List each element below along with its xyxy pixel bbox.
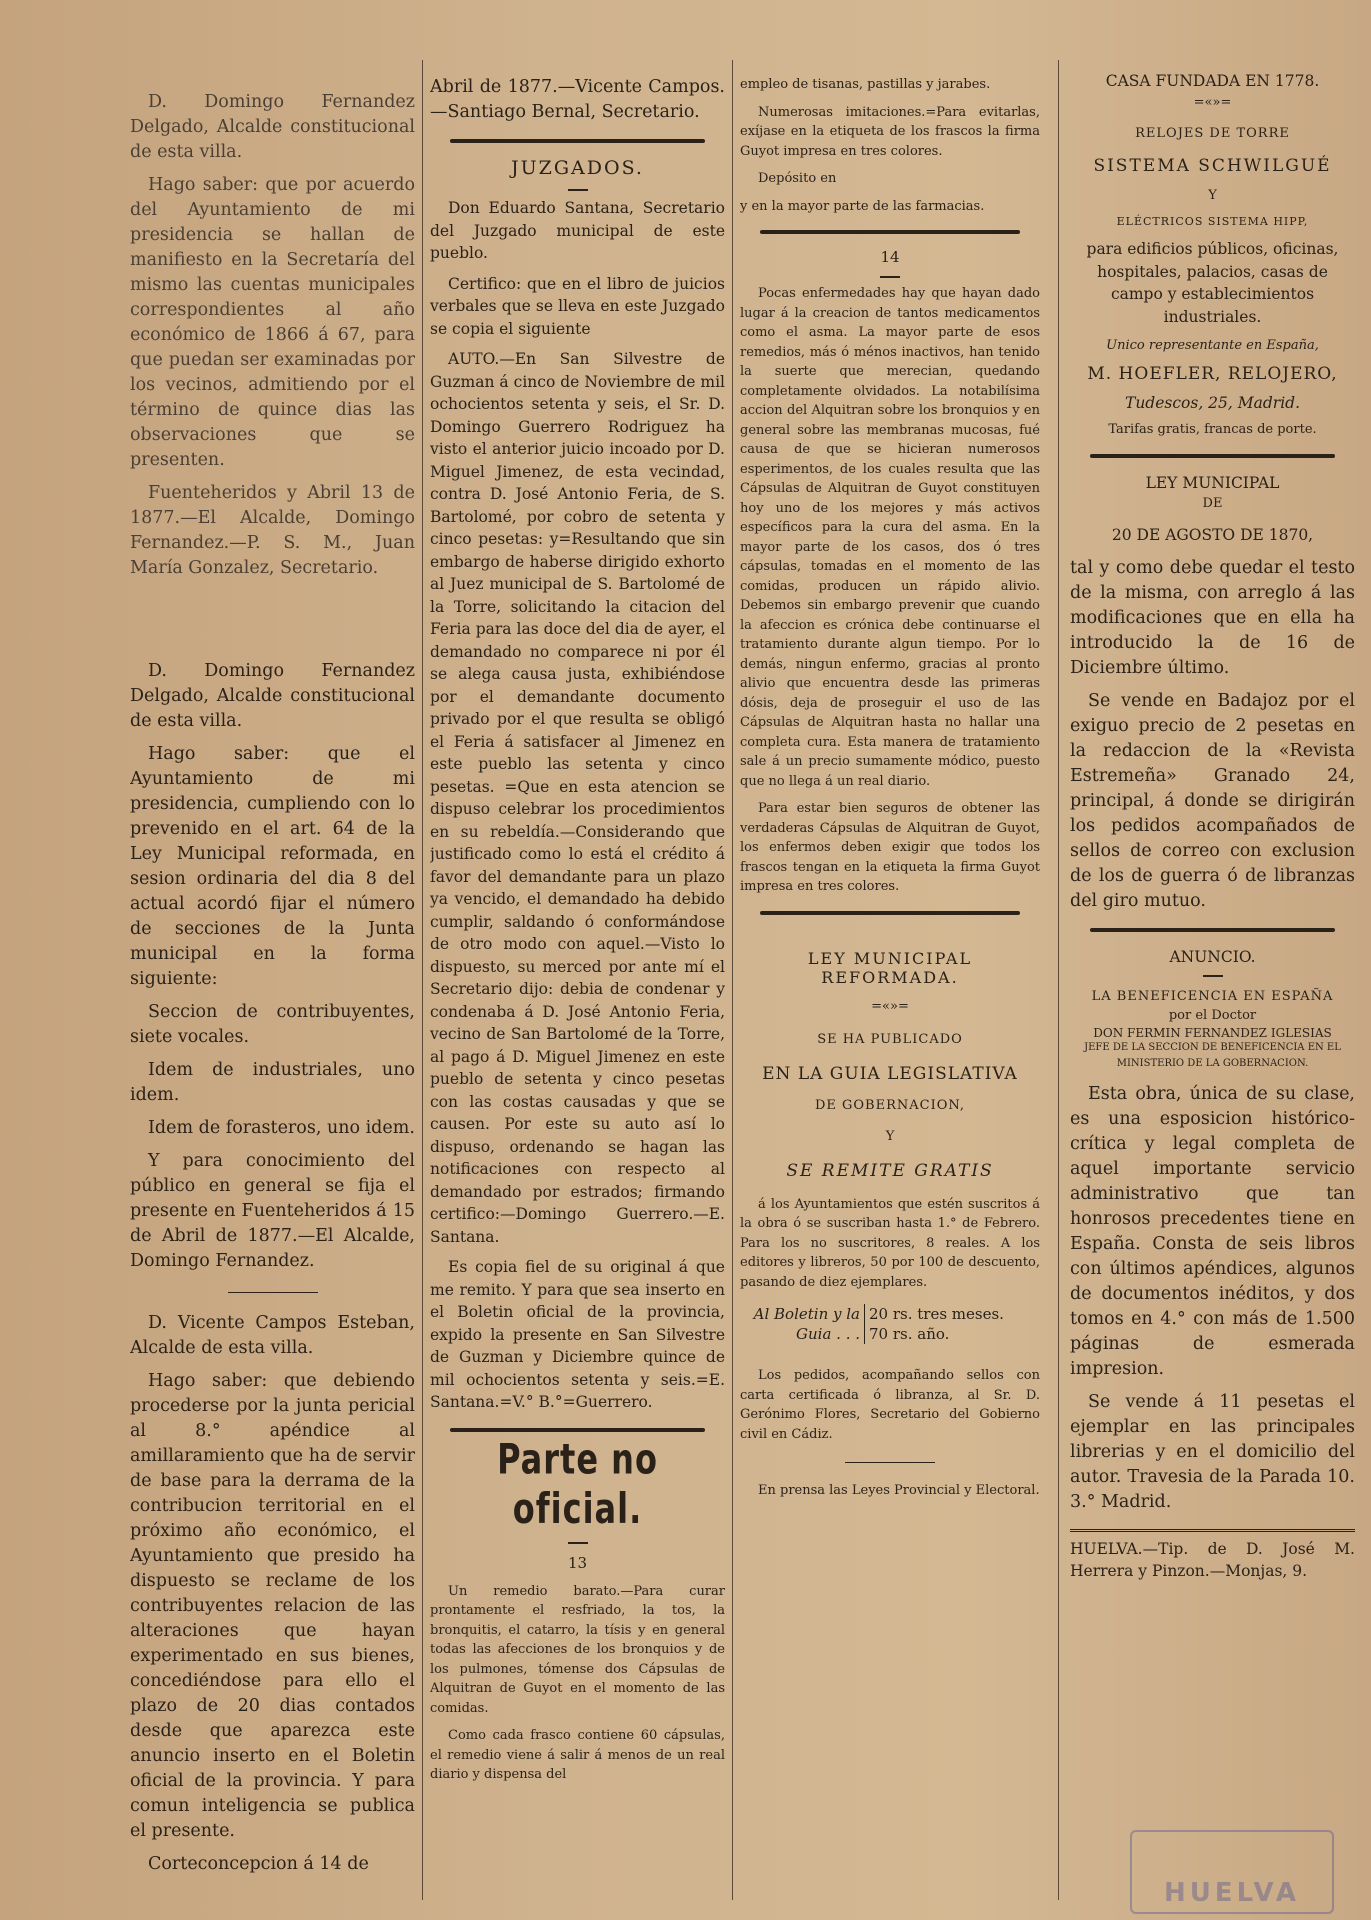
remedio-paragraph: Como cada frasco contiene 60 cápsulas, el remedio viene á salir á menos de un real diario y dispensa del [430,1728,725,1782]
article-continuation: Numerosas imitaciones.=Para evitarlas, exíjase en la etiqueta de los frascos la firma Guyot impresa en tres colores. [740,104,1040,159]
notice-fuenteheridos-cuentas [130,90,415,581]
imprint: HUELVA.—Tip. de D. José M. Herrera y Pinzon.—Monjas, 9. [1070,1539,1355,1580]
remedio-paragraph: Un remedio barato.—Para curar prontamente el resfriado, la tos, la bronquitis, el catarro, la tísis y en general todas las afecciones de los bronquios y de los pulmones, tómense dos Cápsulas de Alquitran de Guyot en el momento de las comidas. [430,1583,725,1716]
article-paragraph: Pocas enfermedades hay que hayan dado lugar á la creacion de tantos medicamentos como el asma. La mayor parte de esos remedios, más ó ménos inactivos, han tenido la suerte que merecian, quedando completamente olvidados. La notabilísima accion del Alquitran sobre los bronquios y en general sobre las membranas mucosas, fué causa de que se hicieran numerosos esperimentos, de los cuales resulta que las Cápsulas de Alquitran de Guyot constituyen hoy uno de los mejores y más activos específicos para la cura del asma. En la mayor parte de los casos, dos ó tres cápsulas, tomadas en el momento de las comidas, producen un rápido alivio. Debemos sin embargo prevenir que cuando la afeccion es crónica debe continuarse el tratamiento durante algun tiempo. Por lo demás, ningun enfermo, gracias al pronto alivio que encuentra desde las primeras dósis, deja de proseguir el uso de las Cápsulas de Alquitran hasta no hallar una completa cura. Esta manera de tratamiento sale á un precio sumamente módico, puesto que no llega á un real diario. [740,286,1040,789]
ad-line: Unico representante en España, [1106,338,1319,353]
article-continuation: y en la mayor parte de las farmacias. [740,198,985,214]
column-1 [130,30,415,1885]
library-stamp [1130,1830,1334,1914]
separator [845,1462,935,1463]
ornament: =«»= [1193,94,1232,110]
ad-title-ley-municipal: LEY MUNICIPAL REFORMADA. [807,948,973,987]
article-continuation: Depósito en [758,171,837,186]
column-4 [1070,30,1355,1591]
notice-item: Seccion de contribuyentes, siete vocales. [130,1002,415,1047]
notice-item: Idem de forasteros, uno idem. [148,1118,415,1138]
notice-heading: D. Domingo Fernandez Delgado, Alcalde constitucional de esta villa. [130,92,415,162]
ad-line: LA BENEFICENCIA EN ESPAÑA [1091,988,1334,1004]
separator [228,1292,318,1293]
ad-body: para edificios públicos, oficinas, hospitales, palacios, casas de campo y establecimientos industriales. [1086,240,1339,326]
notice-junta-municipal [130,659,415,1274]
ad-line: Y [1208,187,1217,203]
article-number: 13 [567,1553,588,1572]
ad-line: DE [1202,496,1223,511]
ad-line-guia: EN LA GUIA LEGISLATIVA [762,1063,1018,1084]
ad-body: Se vende en Badajoz por el exiguo precio de 2 pesetas en la redaccion de la «Revista Estremeña» Granado 24, principal, á donde se dirigirán los pedidos acompañados de sellos de correo con exclusion de los de guerra ó de libranzas del giro mutuo. [1070,691,1355,911]
stamp-text: HUELVA [1163,1878,1301,1908]
ad-line: ELÉCTRICOS SISTEMA HIPP, [1116,215,1309,228]
separator [450,139,705,143]
price-label: Al Boletin y la Guia . . . [740,1304,865,1344]
ad-body: Se vende á 11 pesetas el ejemplar en las principales librerias y en el domicilio del autor. Travesia de la Parada 10. 3.° Madrid. [1070,1391,1355,1512]
ad-body: En prensa las Leyes Provincial y Electoral. [758,1483,1040,1498]
notice-signature: Y para conocimiento del público en general se fija el presente en Fuenteheridos á 15 de Abril de 1877.—El Alcalde, Domingo Fernandez. [130,1151,415,1271]
ad-line-gratis: SE REMITE GRATIS [786,1160,994,1181]
ad-title-anuncio: ANUNCIO. [1169,948,1256,966]
ad-title-casa: CASA FUNDADA EN 1778. [1105,72,1320,90]
section-title-juzgados: JUZGADOS. [511,157,644,179]
ad-body: á los Ayuntamientos que estén suscritos á la obra ó se suscriban hasta 1.° de Febrero. Para los no suscritores, 8 reales. A los editores y libreros, 50 por 100 de descuento, pasando de diez ejemplares. [740,1196,1040,1290]
notice-item: Idem de industriales, uno idem. [130,1060,415,1105]
ad-line: Y [885,1129,895,1144]
column-3 [740,30,1040,1509]
ad-line-sistema: SISTEMA SCHWILGUÉ [1093,155,1332,176]
ad-line: RELOJES DE TORRE [1135,126,1290,141]
ad-line: SE HA PUBLICADO [817,1032,963,1047]
notice-body: Hago saber: que el Ayuntamiento de mi presidencia, cumpliendo con lo prevenido en el art. 64 de la Ley Municipal reformada, en sesion ordinaria del dia 8 del actual acordó fijar el número de secciones de la Junta municipal en la forma siguiente: [130,744,415,989]
column-2 [430,30,725,1793]
juzgado-body: Certifico: que en el libro de juicios verbales que se lleva en este Juzgado se copia el siguiente [430,274,725,338]
separator [760,911,1020,915]
ad-body: tal y como debe quedar el testo de la misma, con arreglo á las modificaciones que en ella ha introducido la de 16 de Diciembre último. [1070,558,1355,678]
column-divider [422,60,423,1900]
ad-body: Esta obra, única de su clase, es una esposicion histórico-crítica y legal completa de aquel importante servicio administrativo que tan honrosos precedentes tiene en España. Consta de seis libros con últimos apéndices, algunos de documentos inéditos, y dos tomos en 4.° con más de 1.500 páginas de esmerada impresion. [1070,1083,1355,1379]
price-value: 20 rs. tres meses. [869,1305,1004,1323]
separator [450,1428,705,1432]
ad-line-fecha: 20 DE AGOSTO DE 1870, [1111,525,1314,544]
price-table [740,1304,1040,1344]
article-continuation: empleo de tisanas, pastillas y jarabes. [740,77,991,92]
section-title-parte-no-oficial: Parte no oficial. [497,1434,658,1533]
ad-line-hoefler: M. HOEFLER, RELOJERO, [1087,363,1338,384]
ad-line: por el Doctor [1168,1008,1257,1023]
notice-heading: D. Domingo Fernandez Delgado, Alcalde constitucional de esta villa. [130,661,415,731]
ad-body: Los pedidos, acompañando sellos con carta certificada ó libranza, al Sr. D. Gerónimo Flores, Secretario del Gobierno civil en Cádiz. [740,1368,1040,1442]
notice-corteconcepcion [130,1311,415,1877]
price-value: 70 rs. año. [869,1325,950,1343]
column-divider [1058,60,1059,1900]
notice-date: Corteconcepcion á 14 de [148,1854,369,1874]
ad-line-doctor: DON FERMIN FERNANDEZ IGLESIAS [1093,1025,1332,1040]
separator [1090,928,1335,932]
ad-title-ley: LEY MUNICIPAL [1145,473,1280,492]
separator [1090,454,1335,458]
column-divider [732,60,733,1900]
notice-continuation: Abril de 1877.—Vicente Campos.—Santiago Bernal, Secretario. [430,77,725,122]
notice-signature: Fuenteheridos y Abril 13 de 1877.—El Alcalde, Domingo Fernandez.—P. S. M., Juan María Gonzalez, Secretario. [130,483,415,578]
ad-line: Tarifas gratis, francas de porte. [1108,422,1317,437]
notice-body: Hago saber: que debiendo procederse por la junta pericial al 8.° apéndice al amillaramiento que ha de servir de base para la derrama de la contribucion territorial en el próximo año económico, el Ayuntamiento que presido ha dispuesto se reclame de los contribuyentes relacion de las alteraciones que hayan experimentado en sus bienes, concediéndose para ello el plazo de 20 dias contados desde que aparezca este anuncio inserto en el Boletin oficial de la provincia. Y para comun inteligencia se publica el presente. [130,1371,415,1841]
separator [1203,975,1223,977]
notice-body: Hago saber: que por acuerdo del Ayuntamiento de mi presidencia se hallan de manifiesto en la Secretaría del mismo las cuentas municipales correspondientes al año económico de 1866 á 67, para que puedan ser examinadas por los vecinos, admitiendo por el término de quince dias las observaciones que se presenten. [130,175,415,470]
article-paragraph: Para estar bien seguros de obtener las verdaderas Cápsulas de Alquitran de Guyot, los enfermos deben exigir que todos los frascos tengan en la etiqueta la firma Guyot impresa en tres colores. [740,801,1040,894]
notice-heading: D. Vicente Campos Esteban, Alcalde de esta villa. [130,1313,415,1358]
ad-line-address: Tudescos, 25, Madrid. [1124,393,1301,412]
ad-line: JEFE DE LA SECCION DE BENEFICENCIA EN EL MINISTERIO DE LA GOBERNACION. [1084,1041,1341,1069]
juzgado-auto: AUTO.—En San Silvestre de Guzman á cinco de Noviembre de mil ochocientos setenta y seis, el Sr. D. Domingo Guerrero Rodriguez ha visto el anterior juicio incoado por D. Miguel Jimenez, de esta vecindad, contra D. José Antonio Feria, de S. Bartolomé, por cobro de setenta y cinco pesetas: y=Resultando que sin embargo de haberse dirigido exhorto al Juez municipal de S. Bartolomé de la Torre, solicitando la citacion del Feria para las doce del dia de ayer, el demandado no comparece ni por él se alega causa justa, exhibiéndose por el demandante documento privado por el que resulta se obligó el Feria á satisfacer al Jimenez en este pueblo las setenta y cinco pesetas. =Que en esta atencion se dispuso celebrar los procedimientos en su rebeldía.—Considerando que justificado como lo está el crédito á favor del demandante para un plazo ya vencido, el demandado ha debido cumplir, saldando ó conformándose de otro modo con aquel.—Visto lo dispuesto, su merced por ante mí el Secretario dijo: debia de condenar y condenaba á D. José Antonio Feria, vecino de San Bartolomé de la Torre, al pago á D. Miguel Jimenez en este pueblo de setenta y cinco pesetas con las costas causadas y que se causen. Por este su auto así lo dispuso, ordenando se hagan las notificaciones con respecto al demandado por estrados; firmando certifico:—Domingo Guerrero.—E. Santana. [430,350,725,1246]
juzgado-heading: Don Eduardo Santana, Secretario del Juzgado municipal de este pueblo. [430,199,725,262]
juzgado-certificacion: Es copia fiel de su original á que me remito. Y para que sea inserto en el Boletin oficial de la provincia, expido la presente en San Silvestre de Guzman y Diciembre quince de mil ochocientos setenta y seis.=E. Santana.=V.° B.°=Guerrero. [430,1258,725,1411]
article-number: 14 [880,248,900,266]
separator [568,1542,588,1544]
separator [568,189,588,191]
ad-line: DE GOBERNACION, [814,1097,966,1113]
separator [880,276,900,278]
separator [760,230,1020,234]
ornament: =«»= [871,998,909,1014]
